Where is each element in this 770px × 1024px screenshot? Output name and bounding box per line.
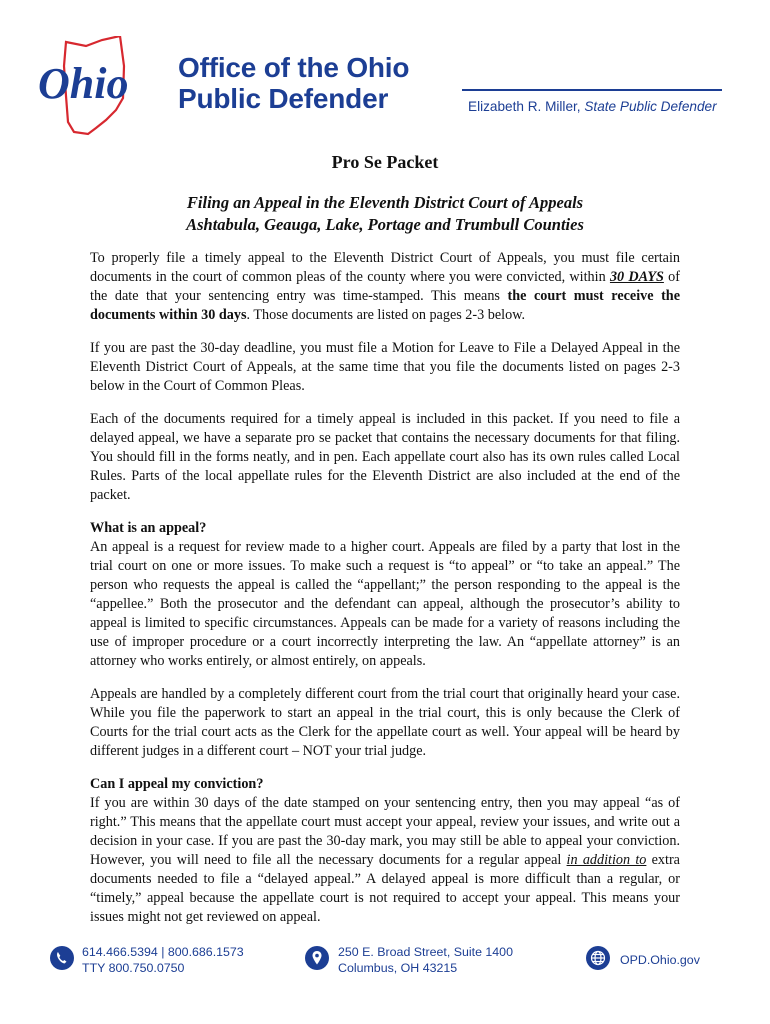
- p1-text-b: of the date that your sentencing entry was time-stamped. This means: [90, 269, 680, 304]
- phone-icon: [50, 946, 74, 970]
- p1-bold: the court must receive the documents within 30 days: [90, 288, 680, 323]
- paragraph-1: [90, 249, 680, 325]
- heading-what-is-appeal: What is an appeal?: [90, 520, 207, 536]
- paragraph-3: Each of the documents required for a timely appeal is included in this packet. If you need to file a delayed appeal, we have a separate pro se packet that contains the necessary documents for that filing. You should fill in the forms neatly, and in pen. Each appellate court also has its own rules called Local Rules. Parts of the local appellate rules for the Eleventh District are also included at the end of the packet.: [90, 411, 680, 503]
- p1-text-c: . Those documents are listed on pages 2-3 below.: [246, 307, 526, 323]
- org-name-line2: Public Defender: [178, 83, 389, 114]
- globe-icon: [586, 946, 610, 970]
- deadline-emphasis: 30 DAYS: [609, 269, 664, 285]
- address-street: 250 E. Broad Street, Suite 1400: [338, 945, 513, 959]
- phone-numbers: 614.466.5394 | 800.686.1573: [82, 945, 244, 959]
- org-name: [178, 52, 409, 114]
- p6-text-b: extra documents needed to file a “delayed appeal.” A delayed appeal is more difficult than a regular, or “timely,” appeal because the appellate court is not required to accept your appeal. This means your issues might not get reviewed on appeal.: [90, 852, 680, 925]
- footer-address: [338, 944, 513, 976]
- logo-text: Ohio: [38, 59, 129, 108]
- header-rule: [462, 89, 722, 91]
- footer: [0, 940, 770, 980]
- subtitle-line1: Filing an Appeal in the Eleventh District Court of Appeals: [186, 193, 584, 212]
- document-body: [90, 249, 680, 941]
- paragraph-4: An appeal is a request for review made to a higher court. Appeals are filed by a party that lost in the trial court on one or more issues. To make such a request is “to appeal” or “to take an appeal.” The person who requests the appeal is called the “appellant;” the person responding to the appeal is the “appellee.” Both the prosecutor and the defendant can appeal, although the prosecutor’s ability to appeal is limited to specific circumstances. Appeals can be made for a variety of reasons including the use of improper procedure or a court incorrectly interpreting the law. An “appellate attorney” is an attorney who works entirely, or almost entirely, on appeals.: [90, 539, 680, 669]
- map-pin-icon: [305, 946, 329, 970]
- ohio-logo: [36, 36, 166, 136]
- defender-name: Elizabeth R. Miller,: [468, 99, 581, 114]
- heading-can-i-appeal: Can I appeal my conviction?: [90, 776, 264, 792]
- subtitle-line2: Ashtabula, Geauga, Lake, Portage and Trumbull Counties: [186, 215, 584, 234]
- document-title: Pro Se Packet: [331, 152, 439, 172]
- document-subtitle: [0, 192, 770, 236]
- footer-phone: [82, 944, 244, 976]
- org-name-line1: Office of the Ohio: [178, 52, 410, 83]
- address-city: Columbus, OH 43215: [338, 961, 458, 975]
- p1-text-a: To properly file a timely appeal to the Eleventh District Court of Appeals, you must file certain documents in the court of common pleas of the county where you were convicted, within: [90, 250, 680, 285]
- paragraph-6: [90, 794, 680, 927]
- paragraph-2: If you are past the 30-day deadline, you must file a Motion for Leave to File a Delayed Appeal in the Eleventh District Court of Appeals, at the same time that you file the documents listed on pages 2-3 below in the Court of Common Pleas.: [90, 340, 680, 394]
- tty-number: TTY 800.750.0750: [82, 961, 185, 975]
- website-link[interactable]: OPD.Ohio.gov: [620, 953, 700, 967]
- p6-text-a: If you are within 30 days of the date stamped on your sentencing entry, then you may appeal “as of right.” This means that the appellate court must accept your appeal, review your issues, and write out a decision in your case. If you are past the 30-day mark, you may still be able to appeal your conviction. However, you will need to file all the necessary documents for a regular appeal: [90, 795, 680, 868]
- p6-emphasis: in addition to: [566, 852, 647, 868]
- defender-title: State Public Defender: [584, 99, 717, 114]
- state-defender: [468, 99, 717, 114]
- paragraph-5: Appeals are handled by a completely different court from the trial court that originally heard your case. While you file the paperwork to start an appeal in the trial court, this is only because the Clerk of Courts for the trial court acts as the Clerk for the appellate court as well. Your appeal will be heard by different judges in a different court – NOT your trial judge.: [90, 686, 680, 759]
